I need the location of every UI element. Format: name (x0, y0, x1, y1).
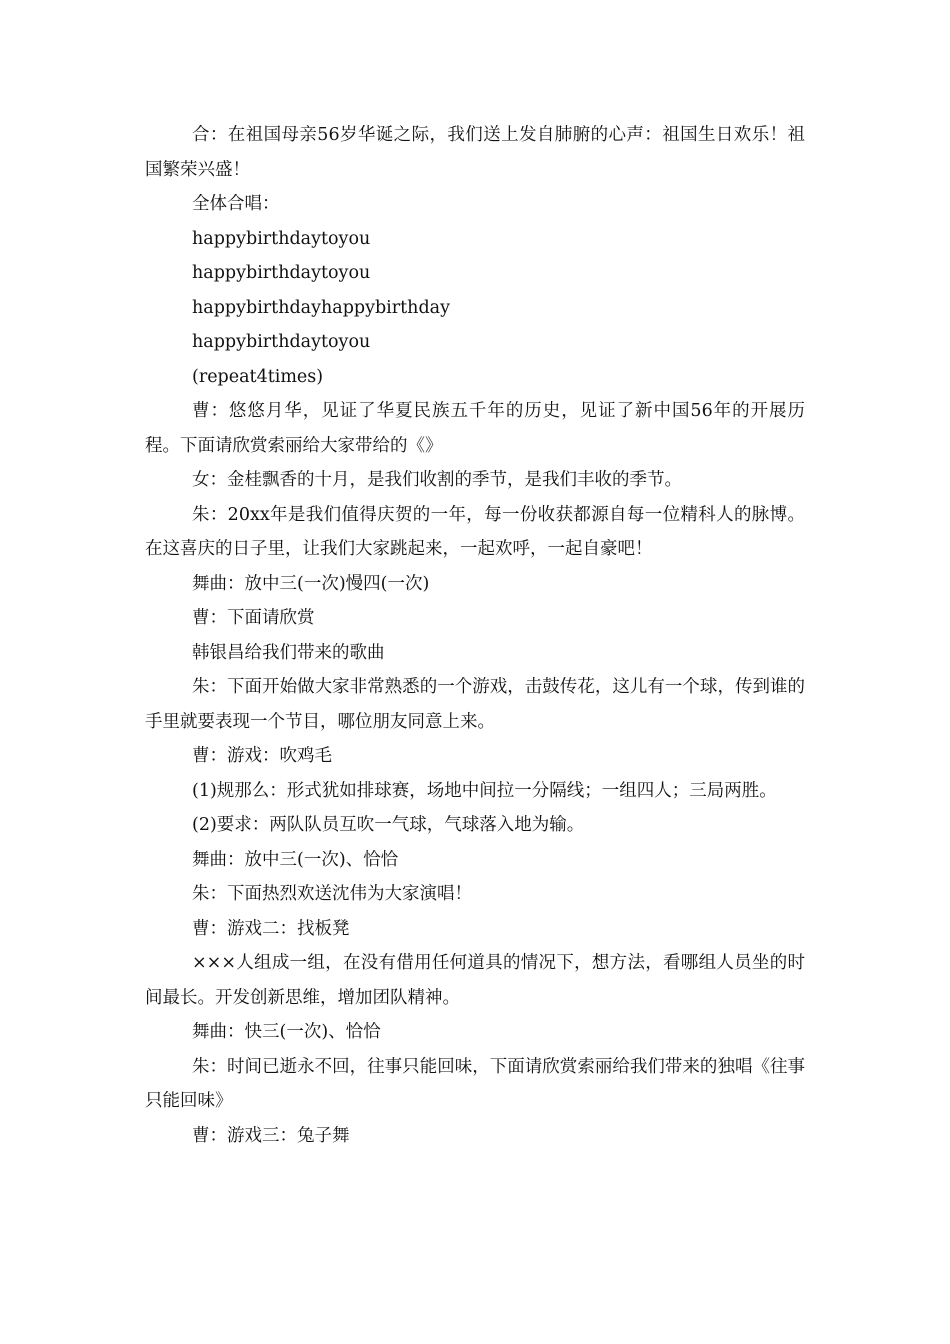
paragraph-dance-music: 舞曲：快三(一次)、恰恰 (192, 1022, 381, 1042)
paragraph-repeat-note: (repeat4times) (192, 366, 324, 387)
paragraph-lyric-line: happybirthdaytoyou (192, 263, 371, 283)
paragraph-cao-game-feather: 曹：游戏：吹鸡毛 (192, 746, 332, 766)
paragraph-zhu-welcome: 朱：下面热烈欢送沈伟为大家演唱！ (192, 884, 472, 904)
paragraph-all-sing: 全体合唱： (192, 194, 280, 214)
paragraph-cao-history: 曹：悠悠月华，见证了华夏民族五千年的历史，见证了新中国56年的开展历程。下面请欣赏索丽给大家带给的《》 (145, 401, 805, 456)
paragraph-dance-music: 舞曲：放中三(一次)、恰恰 (192, 849, 399, 870)
paragraph-dance-music: 舞曲：放中三(一次)慢四(一次) (192, 573, 430, 594)
paragraph-cao-game-stool: 曹：游戏二：找板凳 (192, 918, 350, 939)
paragraph-zhu-celebration: 朱：20xx年是我们值得庆贺的一年，每一份收获都源自每一位精科人的脉博。在这喜庆的日子里，让我们大家跳起来，一起欢呼，一起自豪吧！ (145, 504, 805, 559)
paragraph-game-requirements: (2)要求：两队队员互吹一气球，气球落入地为输。 (192, 815, 585, 835)
document-body (145, 118, 805, 1153)
paragraph-song-intro: 韩银昌给我们带来的歌曲 (192, 642, 385, 663)
paragraph-closing-chorus: 合：在祖国母亲56岁华诞之际，我们送上发自肺腑的心声：祖国生日欢乐！祖国繁荣兴盛！ (145, 125, 805, 180)
paragraph-game-description: ×××人组成一组，在没有借用任何道具的情况下，想方法，看哪组人员坐的时间最长。开发创新思维，增加团队精神。 (145, 953, 805, 1008)
paragraph-zhu-solo: 朱：时间已逝永不回，往事只能回味，下面请欣赏索丽给我们带来的独唱《往事只能回味》 (145, 1056, 805, 1111)
paragraph-female-harvest: 女：金桂飘香的十月，是我们收割的季节，是我们丰收的季节。 (192, 470, 682, 490)
paragraph-game-rules: (1)规那么：形式犹如排球赛，场地中间拉一分隔线；一组四人；三局两胜。 (192, 780, 777, 801)
paragraph-lyric-line: happybirthdayhappybirthday (192, 297, 450, 318)
paragraph-lyric-line: happybirthdaytoyou (192, 228, 371, 249)
paragraph-cao-enjoy: 曹：下面请欣赏 (192, 608, 315, 628)
paragraph-cao-game-bunny: 曹：游戏三：兔子舞 (192, 1125, 350, 1146)
paragraph-lyric-line: happybirthdaytoyou (192, 332, 371, 352)
paragraph-zhu-game: 朱：下面开始做大家非常熟悉的一个游戏，击鼓传花，这儿有一个球，传到谁的手里就要表现一个节目，哪位朋友同意上来。 (145, 677, 805, 732)
